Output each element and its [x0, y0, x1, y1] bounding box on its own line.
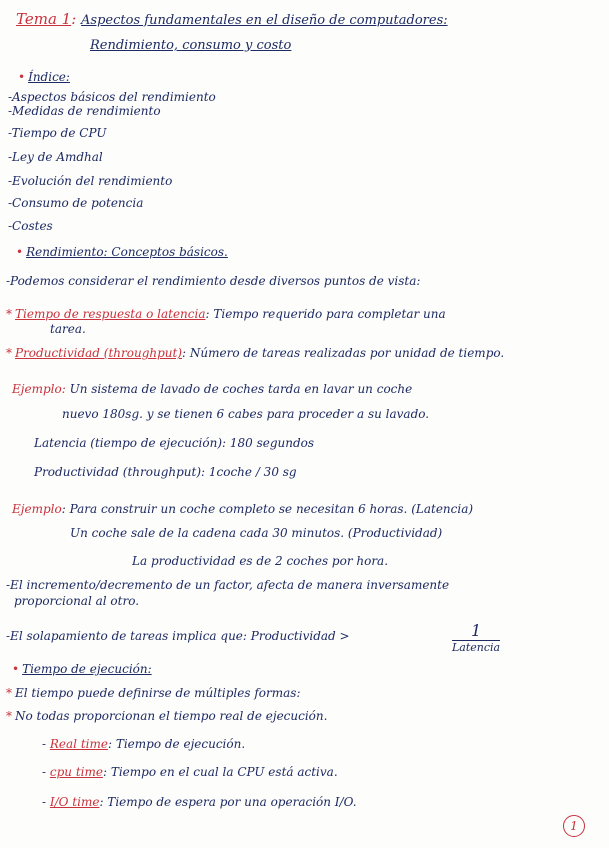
tiempo-respuesta-line — [6, 307, 446, 322]
ejemplo2-line-1 — [12, 502, 473, 517]
tiempo-respuesta-def: : Tiempo requerido para completar una — [205, 307, 446, 321]
incremento-text-1: -El incremento/decremento de un factor, afecta de manera inversamente — [6, 578, 450, 592]
tiempo-respuesta-term: Tiempo de respuesta o latencia — [15, 307, 206, 321]
solapamiento-text: -El solapamiento de tareas implica que: Productividad > — [6, 629, 350, 643]
cpu-time-def: : Tiempo en el cual la CPU está activa. — [102, 765, 338, 779]
indice-item: -Costes — [8, 219, 53, 233]
indice-item: -Consumo de potencia — [8, 196, 144, 210]
bullet-icon: * — [6, 346, 12, 360]
ejemplo1-text-2: nuevo 180sg. y se tienen 6 cabes para proceder a su lavado. — [62, 407, 430, 421]
ejecucion-text-2: No todas proporcionan el tiempo real de ejecución. — [15, 709, 328, 723]
title-label: Tema 1 — [16, 10, 72, 28]
title-separator: : — [71, 10, 77, 28]
indice-item: -Ley de Amdhal — [8, 150, 103, 164]
ejecucion-text-1: El tiempo puede definirse de múltiples formas: — [15, 686, 301, 700]
ejecucion-heading-text: Tiempo de ejecución: — [22, 662, 152, 676]
indice-heading — [18, 70, 70, 85]
bullet-icon: * — [6, 709, 12, 723]
ejecucion-line-2 — [6, 709, 327, 724]
rendimiento-heading-text: Rendimiento: Conceptos básicos. — [26, 245, 228, 259]
real-time-term: Real time — [49, 737, 108, 751]
indice-heading-text: Índice: — [28, 70, 70, 84]
cpu-time-line: - cpu time: Tiempo en el cual la CPU está activa. — [42, 765, 338, 779]
io-time-def: : Tiempo de espera por una operación I/O. — [99, 795, 357, 809]
bullet-icon: • — [12, 662, 20, 676]
indice-item: -Evolución del rendimiento — [8, 174, 173, 188]
productividad-term: Productividad (throughput) — [15, 346, 183, 360]
io-time-line: - I/O time: Tiempo de espera por una operación I/O. — [42, 795, 357, 809]
rendimiento-heading — [16, 245, 228, 260]
rendimiento-intro: -Podemos considerar el rendimiento desde diversos puntos de vista: — [6, 274, 421, 288]
incremento-text-2: proporcional al otro. — [14, 594, 140, 608]
indice-item: -Medidas de rendimiento — [8, 104, 161, 118]
ejemplo2-label: Ejemplo — [12, 502, 62, 516]
io-time-term: I/O time — [49, 795, 100, 809]
real-time-line: - Real time: Tiempo de ejecución. — [42, 737, 246, 751]
ejemplo2-text-3: La productividad es de 2 coches por hora. — [132, 554, 389, 568]
ejemplo1-text-1: Un sistema de lavado de coches tarda en lavar un coche — [69, 382, 413, 396]
ejemplo1-line-1 — [12, 382, 412, 397]
bullet-icon: • — [16, 245, 24, 259]
ejemplo2-text-2: Un coche sale de la cadena cada 30 minutos. (Productividad) — [70, 526, 443, 540]
ejemplo1-productividad: Productividad (throughput): 1coche / 30 sg — [34, 465, 297, 479]
indice-item: -Aspectos básicos del rendimiento — [8, 90, 216, 104]
title-line-1 — [16, 10, 448, 30]
ejecucion-line-1 — [6, 686, 300, 701]
ejemplo1-label: Ejemplo: — [12, 382, 66, 396]
fraction-denominator: Latencia — [452, 641, 501, 654]
page-number: 1 — [563, 815, 585, 837]
tiempo-respuesta-def-2: tarea. — [50, 322, 86, 336]
indice-item: -Tiempo de CPU — [8, 126, 107, 140]
fraction-numerator: 1 — [452, 622, 500, 641]
title-text-2: Rendimiento, consumo y costo — [90, 38, 292, 53]
productividad-def: : Número de tareas realizadas por unidad de tiempo. — [182, 346, 505, 360]
bullet-icon: • — [18, 70, 26, 84]
fraction — [452, 622, 500, 655]
ejemplo2-text-1: : Para construir un coche completo se necesitan 6 horas. (Latencia) — [61, 502, 474, 516]
ejecucion-heading — [12, 662, 152, 677]
bullet-icon: * — [6, 686, 12, 700]
cpu-time-term: cpu time — [49, 765, 103, 779]
real-time-def: : Tiempo de ejecución. — [107, 737, 246, 751]
productividad-line — [6, 346, 504, 361]
bullet-icon: * — [6, 307, 12, 321]
title-text-1: Aspectos fundamentales en el diseño de computadores: — [81, 13, 448, 28]
ejemplo1-latencia: Latencia (tiempo de ejecución): 180 segundos — [34, 436, 315, 450]
